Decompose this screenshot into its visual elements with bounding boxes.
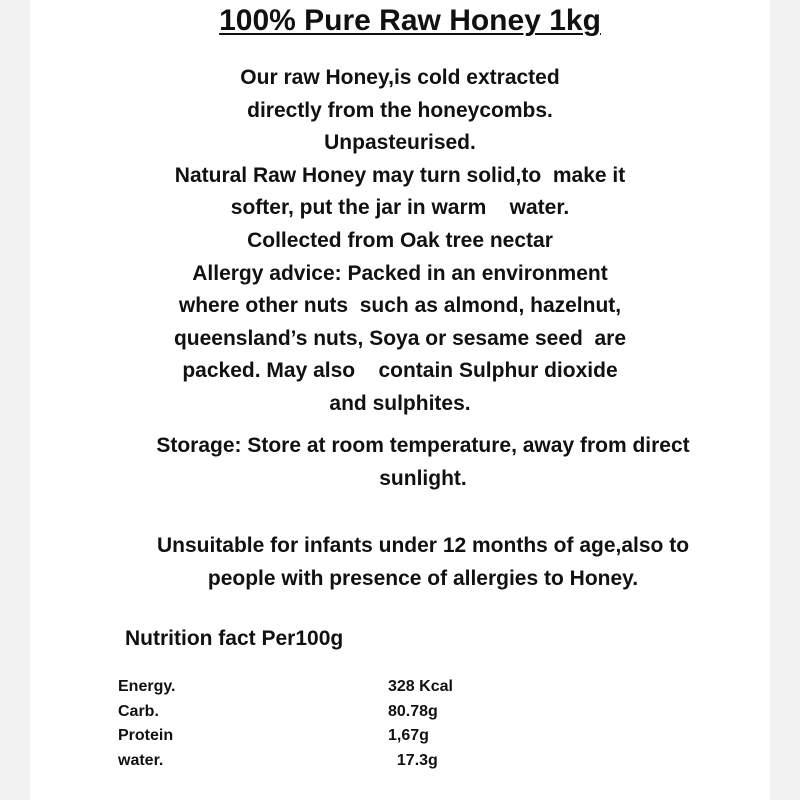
nutrient-name: water.: [118, 751, 164, 769]
nutrition-row: [118, 749, 498, 774]
description-line: Collected from Oak tree nectar: [247, 228, 553, 252]
nutrient-value: 328 Kcal: [388, 678, 453, 695]
description-line: directly from the honeycombs.: [247, 98, 553, 122]
description-line: Our raw Honey,is cold extracted: [240, 66, 560, 89]
nutrition-table: [118, 675, 498, 773]
warning-line: Unsuitable for infants under 12 months of age,also to: [156, 534, 690, 557]
nutrient-value: 1,67g: [388, 727, 429, 744]
nutrient-name: Carb.: [118, 702, 159, 720]
product-label-sheet: [30, 0, 770, 800]
product-description: [30, 62, 770, 421]
storage-instructions: [30, 429, 800, 495]
description-line: where other nuts such as almond, hazelnut,: [178, 294, 622, 318]
nutrient-name: Energy.: [118, 678, 176, 695]
nutrition-heading: Nutrition fact Per100g: [125, 627, 344, 650]
nutrition-row: [118, 675, 498, 700]
nutrient-value: 80.78g: [388, 702, 438, 720]
warning-line: people with presence of allergies to Honey.: [207, 567, 639, 590]
suitability-warning: [30, 529, 800, 595]
description-line: Natural Raw Honey may turn solid,to make it: [174, 163, 626, 187]
product-title: 100% Pure Raw Honey 1kg: [219, 4, 601, 37]
description-line: queensland’s nuts, Soya or sesame seed are: [173, 326, 627, 350]
storage-line: sunlight.: [379, 467, 467, 490]
nutrient-name: Protein: [118, 727, 174, 744]
description-line: and sulphites.: [329, 391, 471, 415]
description-line: packed. May also contain Sulphur dioxide: [182, 359, 618, 383]
nutrition-row: [118, 724, 498, 749]
description-line: Allergy advice: Packed in an environment: [192, 261, 608, 285]
nutrition-row: [118, 700, 498, 725]
description-line: Unpasteurised.: [324, 131, 476, 155]
storage-line: Storage: Store at room temperature, away from direct: [156, 434, 690, 457]
nutrient-value: 17.3g: [388, 751, 438, 769]
description-line: softer, put the jar in warm water.: [230, 196, 570, 220]
